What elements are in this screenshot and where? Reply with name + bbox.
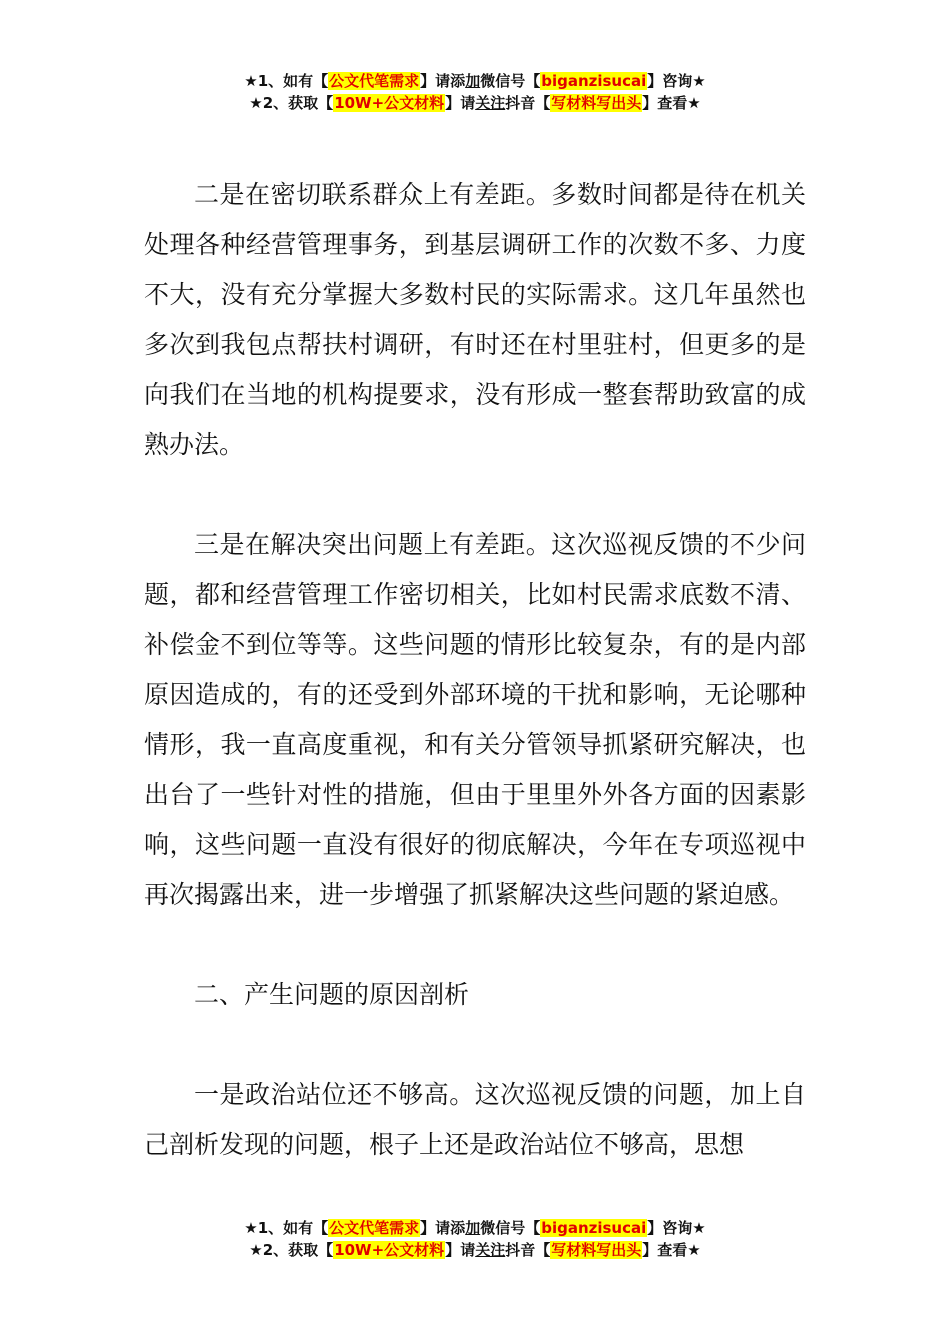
banner-text: 】查看★ [642,1241,701,1259]
banner-text: 】请 [445,94,476,112]
banner-text: 】请 [445,1241,476,1259]
document-body [144,170,806,1170]
banner-highlight: biganzisucai [541,72,647,90]
body-paragraph: 三是在解决突出问题上有差距。这次巡视反馈的不少问题，都和经营管理工作密切相关，比如村民需求底数不清、补偿金不到位等等。这些问题的情形比较复杂，有的是内部原因造成的，有的还受到外部环境的干扰和影响，无论哪种情形，我一直高度重视，和有关分管领导抓紧研究解决，也出台了一些针对性的措施，但由于里里外外各方面的因素影响，这些问题一直没有很好的彻底解决，今年在专项巡视中再次揭露出来，进一步增强了抓紧解决这些问题的紧迫感。 [144,530,806,909]
banner-underlined-text: 关注 [475,94,506,112]
banner-text: ★1、如有【 [244,1219,329,1237]
banner-underlined-text: 关注 [475,1241,506,1259]
banner-text: 】咨询★ [647,72,706,90]
banner-underlined-text: 加 [465,72,481,90]
banner-text: 】请添 [420,72,466,90]
banner-text: 抖音【 [505,1241,551,1259]
banner-highlight: 写材料写出头 [551,94,642,112]
banner-highlight: biganzisucai [541,1219,647,1237]
header-banner [0,70,950,114]
banner-text: 】查看★ [642,94,701,112]
banner-text: ★1、如有【 [244,72,329,90]
banner-line-1 [0,1217,950,1239]
banner-line-2 [0,1239,950,1261]
banner-text: ★2、获取【 [249,94,334,112]
banner-line-1 [0,70,950,92]
banner-highlight: 写材料写出头 [551,1241,642,1259]
banner-text: 】咨询★ [647,1219,706,1237]
section-heading: 二、产生问题的原因剖析 [194,980,470,1009]
banner-highlight: 公文代笔需求 [329,72,420,90]
banner-line-2 [0,92,950,114]
body-paragraph: 二是在密切联系群众上有差距。多数时间都是待在机关处理各种经营管理事务，到基层调研工作的次数不多、力度不大，没有充分掌握大多数村民的实际需求。这几年虽然也多次到我包点帮扶村调研，有时还在村里驻村，但更多的是向我们在当地的机构提要求，没有形成一整套帮助致富的成熟办法。 [144,180,806,459]
banner-text: 抖音【 [505,94,551,112]
banner-highlight: 10W+公文材料 [334,94,445,112]
banner-text: ★2、获取【 [249,1241,334,1259]
banner-text: 微信号【 [480,1219,541,1237]
banner-text: 微信号【 [480,72,541,90]
footer-banner [0,1217,950,1261]
banner-text: 】请添 [420,1219,466,1237]
banner-highlight: 10W+公文材料 [334,1241,445,1259]
banner-highlight: 公文代笔需求 [329,1219,420,1237]
banner-underlined-text: 加 [465,1219,481,1237]
body-paragraph: 一是政治站位还不够高。这次巡视反馈的问题，加上自己剖析发现的问题，根子上还是政治站位不够高，思想 [144,1080,806,1159]
